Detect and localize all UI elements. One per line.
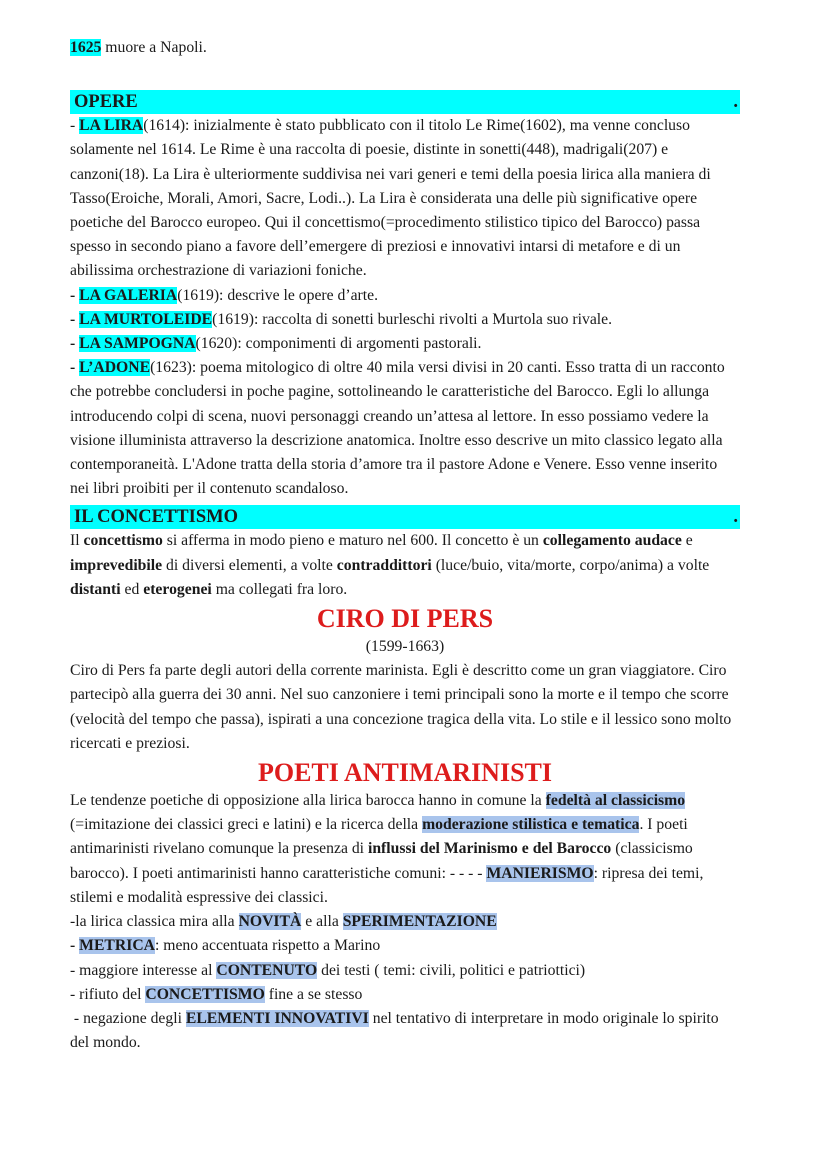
list-item: - METRICA: meno accentuata rispetto a Marino [70,937,381,955]
death-year: 1625 [70,39,102,56]
list-item: - rifiuto del CONCETTISMO fine a se stesso [70,985,363,1003]
section-heading-opere: OPERE . [70,90,740,114]
opera-ladone: - L’ADONE(1623): poema mitologico di oltre 40 mila versi divisi in 20 canti. Esso tratta di un racconto che potrebbe concludersi in poche pagine, sottolineando le caratteristiche del Barocco. Egli lo allunga introducendo colpi di scena, nuovi personaggi creando un’attesa al lettore. In esso possiamo vedere la visione illuminista attraverso la descrizione anatomica. Inoltre esso descrive un mito classico legato alla contemporaneità. L'Adone tratta della storia d’amore tra il pastore Adone e Venere. Esso venne inserito nei libri proibiti per il contenuto scandaloso. [70,359,725,498]
list-item: -la lirica classica mira alla NOVITÀ e alla SPERIMENTAZIONE [70,913,497,931]
opera-la-galeria: - LA GALERIA(1619): descrive le opere d’arte. [70,286,379,304]
heading-poeti-antimarinisti: POETI ANTIMARINISTI [257,758,552,788]
ciro-paragraph: Ciro di Pers fa parte degli autori della corrente marinista. Egli è descritto come un gran viaggiatore. Ciro partecipò alla guerra dei 30 anni. Nel suo canzoniere i temi principali sono la morte e il tempo che scorre (velocità del tempo che passa), ispirati a una concezione tragica della vita. Lo stile e il lessico sono molto ricercati e preziosi. [70,662,732,752]
list-item: - maggiore interesse al CONTENUTO dei testi ( temi: civili, politici e patriottici) [70,961,586,979]
heading-ciro-di-pers: CIRO DI PERS [316,604,494,634]
intro-line: 1625 muore a Napoli. [70,39,207,56]
antimarinisti-paragraph: Le tendenze poetiche di opposizione alla lirica barocca hanno in comune la fedeltà al classicismo (=imitazione dei classici greci e latini) e la ricerca della moderazione stilistica e tematica. I poeti antimarinisti rivelano comunque la presenza di influssi del Marinismo e del Barocco (classicismo barocco). I poeti antimarinisti hanno caratteristiche comuni: - - - - MANIERISMO: ripresa dei temi, stilemi e modalità espressive dei classici. [70,792,704,906]
list-item: - negazione degli ELEMENTI INNOVATIVI nel tentativo di interpretare in modo originale lo spirito del mondo. [70,1009,723,1052]
ciro-dates: (1599-1663) [365,638,445,656]
opera-title: LA SAMPOGNA [79,335,196,353]
opera-la-lira: - LA LIRA(1614): inizialmente è stato pubblicato con il titolo Le Rime(1602), ma venne concluso solamente nel 1614. Le Rime è una raccolta di poesie, distinte in sonetti(448), madrigali(207) e canzoni(18). La Lira è ulteriormente suddivisa nei vari generi e temi della poesia lirica alla maniera di Tasso(Eroiche, Morali, Amori, Sacre, Lodi..). La Lira è considerata una delle più significative opere poetiche del Barocco europeo. Qui il concettismo(=procedimento stilistico tipico del Barocco) passa spesso in secondo piano a favore dell’emergere di preziosi e innovativi intarsi di metafore e di un abilissima orchestrazione di variazioni foniche. [70,117,711,280]
opera-title: L’ADONE [79,359,151,377]
opera-la-murtoleide: - LA MURTOLEIDE(1619): raccolta di sonetti burleschi rivolti a Murtola suo rivale. [70,310,613,328]
opera-title: LA GALERIA [79,286,178,304]
concettismo-paragraph: Il concettismo si afferma in modo pieno e maturo nel 600. Il concetto è un collegamento audace e imprevedibile di diversi elementi, a volte contraddittori (luce/buio, vita/morte, corpo/anima) a volte distanti ed eterogenei ma collegati fra loro. [70,532,710,598]
document-content [70,36,740,1055]
opera-title: LA LIRA [79,117,144,135]
section-heading-concettismo: IL CONCETTISMO . [70,505,740,529]
opera-title: LA MURTOLEIDE [79,310,213,328]
opera-la-sampogna: - LA SAMPOGNA(1620): componimenti di argomenti pastorali. [70,335,482,353]
